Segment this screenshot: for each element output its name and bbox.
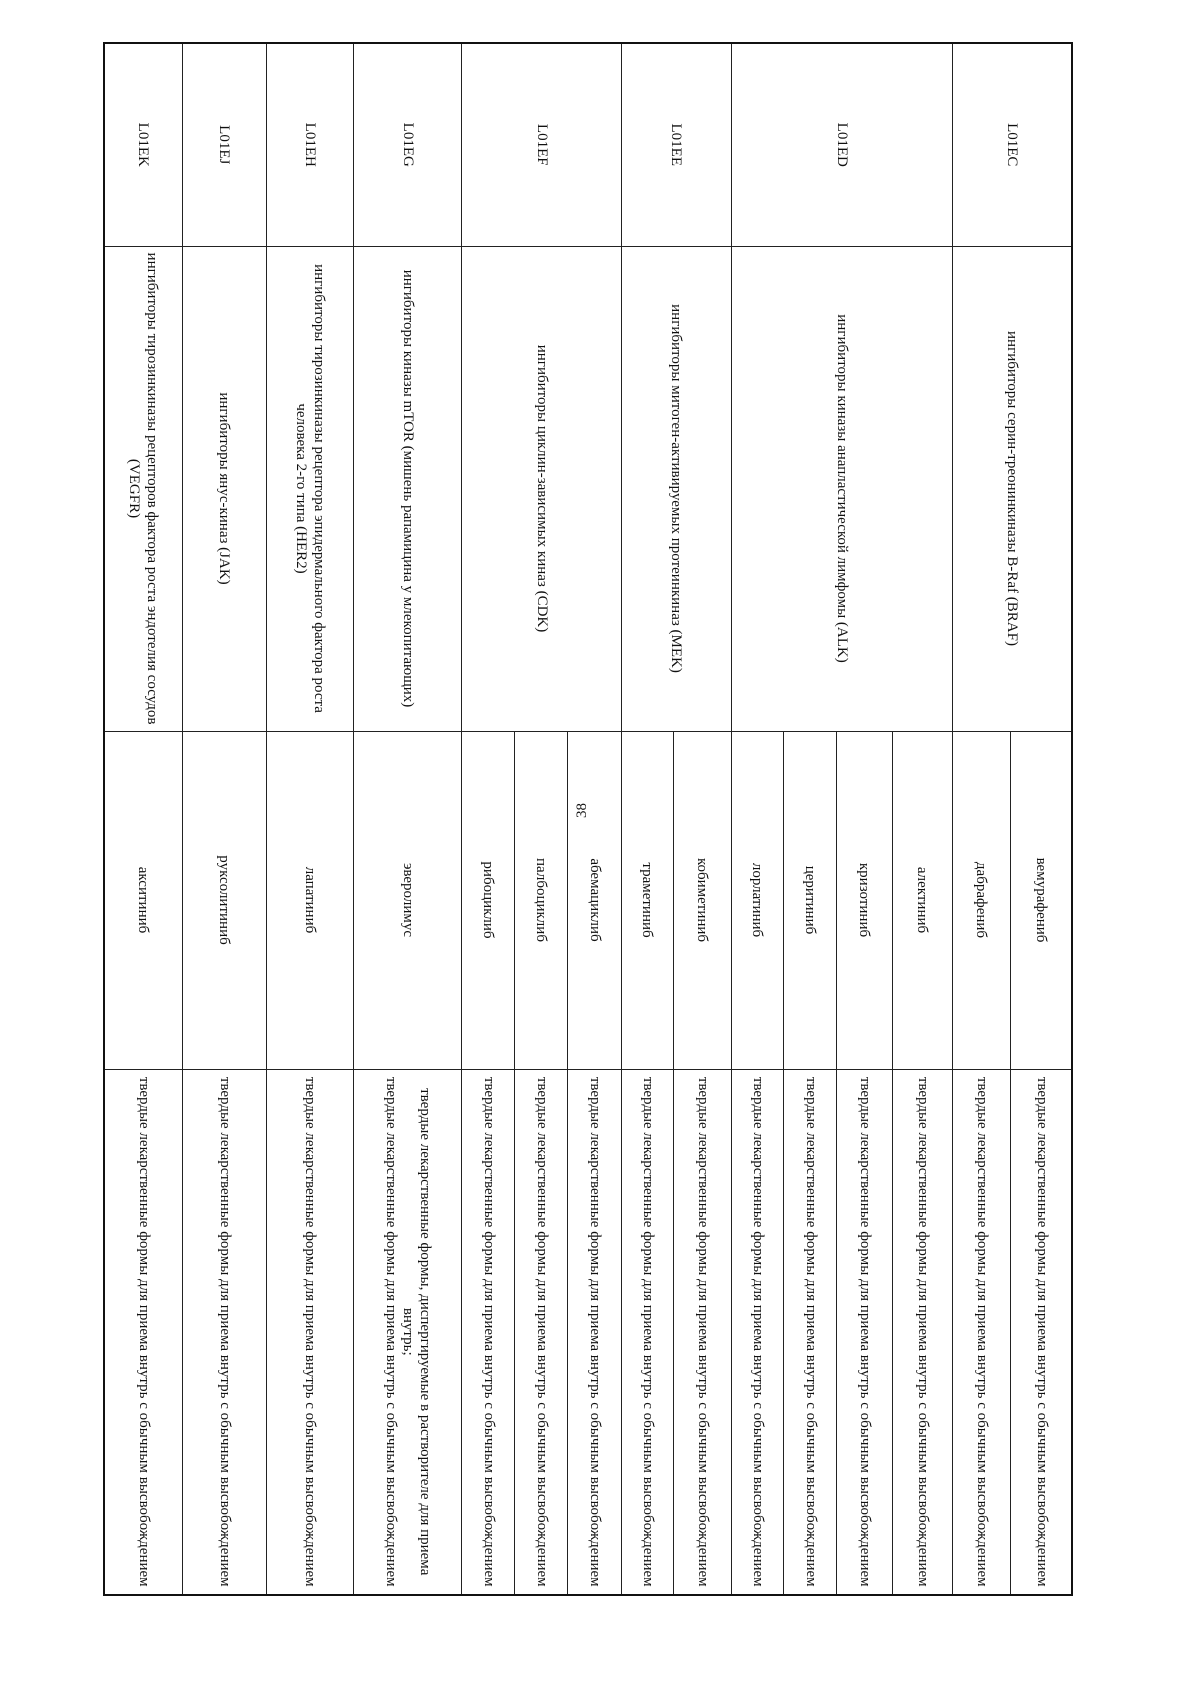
group-name-cell: ингибиторы митоген-активируемых протеинкиназ (MEK) — [622, 246, 732, 731]
atc-code-cell: L01EC — [952, 43, 1072, 246]
dosage-form-cell — [784, 1069, 837, 1595]
dosage-form-text: твердые лекарственные формы для приема внутрь с обычным высвобождением — [480, 1076, 497, 1587]
dosage-form-cell — [731, 1069, 784, 1595]
table-row — [182, 43, 266, 1595]
atc-code-cell: L01ED — [731, 43, 952, 246]
drug-name-cell: абемациклиб — [568, 731, 622, 1069]
atc-code-cell: L01EF — [462, 43, 622, 246]
atc-code-cell: L01EE — [622, 43, 732, 246]
dosage-form-cell — [182, 1069, 266, 1595]
table-row — [892, 43, 952, 1595]
drug-name-cell: рибоциклиб — [462, 731, 515, 1069]
drug-name-cell: кобиметиниб — [673, 731, 731, 1069]
dosage-form-cell — [892, 1069, 952, 1595]
drug-name-cell: акситиниб — [104, 731, 182, 1069]
drug-name-cell: лорлатиниб — [731, 731, 784, 1069]
dosage-form-text: твердые лекарственные формы для приема внутрь с обычным высвобождением — [856, 1076, 873, 1587]
group-name-cell: ингибиторы янус-киназ (JAK) — [182, 246, 266, 731]
table-row — [266, 43, 353, 1595]
dosage-form-text: твердые лекарственные формы для приема внутрь с обычным высвобождением — [694, 1076, 711, 1587]
dosage-form-cell — [462, 1069, 515, 1595]
dosage-form-text: твердые лекарственные формы для приема внутрь с обычным высвобождением — [533, 1076, 550, 1587]
dosage-form-text: твердые лекарственные формы для приема внутрь с обычным высвобождением — [802, 1076, 819, 1587]
dosage-form-cell — [622, 1069, 673, 1595]
dosage-form-text: твердые лекарственные формы для приема внутрь с обычным высвобождением — [639, 1076, 656, 1587]
drug-name-cell: лапатиниб — [266, 731, 353, 1069]
group-name-cell: ингибиторы киназы mTOR (мишень рапамицина у млекопитающих) — [353, 246, 461, 731]
drug-name-cell: дабрафениб — [952, 731, 1010, 1069]
table-row — [673, 43, 731, 1595]
table-row — [353, 43, 461, 1595]
drug-name-cell: эверолимус — [353, 731, 461, 1069]
dosage-form-cell — [266, 1069, 353, 1595]
dosage-form-text: твердые лекарственные формы для приема внутрь с обычным высвобождением — [382, 1076, 399, 1587]
dosage-form-text: твердые лекарственные формы для приема внутрь с обычным высвобождением — [136, 1076, 153, 1587]
dosage-form-cell — [673, 1069, 731, 1595]
dosage-form-text: твердые лекарственные формы для приема внутрь с обычным высвобождением — [216, 1076, 233, 1587]
group-name-cell: ингибиторы киназы анапластической лимфомы (ALK) — [731, 246, 952, 731]
dosage-form-text: твердые лекарственные формы, диспергируемые в растворителе для приема внутрь; — [400, 1088, 434, 1576]
drug-name-cell: траметиниб — [622, 731, 673, 1069]
drug-name-cell: алектиниб — [892, 731, 952, 1069]
rotated-table-wrapper — [103, 42, 1073, 1594]
table-row — [568, 43, 622, 1595]
table-row — [1011, 43, 1072, 1595]
dosage-form-cell — [568, 1069, 622, 1595]
dosage-form-text: твердые лекарственные формы для приема внутрь с обычным высвобождением — [302, 1076, 319, 1587]
group-name-cell: ингибиторы тирозинкиназы рецепторов фактора роста эндотелия сосудов (VEGFR) — [104, 246, 182, 731]
drug-name-cell: кризотиниб — [836, 731, 892, 1069]
group-name-cell: ингибиторы тирозинкиназы рецептора эпидермального фактора роста человека 2-го типа (HER2) — [266, 246, 353, 731]
table-row — [104, 43, 182, 1595]
dosage-form-cell — [353, 1069, 461, 1595]
dosage-form-cell — [104, 1069, 182, 1595]
group-name-cell: ингибиторы серин-треонинкиназы B-Raf (BRAF) — [952, 246, 1072, 731]
dosage-form-cell — [836, 1069, 892, 1595]
dosage-form-text: твердые лекарственные формы для приема внутрь с обычным высвобождением — [1033, 1076, 1050, 1587]
dosage-form-text: твердые лекарственные формы для приема внутрь с обычным высвобождением — [974, 1076, 991, 1587]
drug-name-cell: руксолитиниб — [182, 731, 266, 1069]
drug-name-cell: церитиниб — [784, 731, 837, 1069]
dosage-form-cell — [952, 1069, 1010, 1595]
drug-name-cell: вемурафениб — [1011, 731, 1072, 1069]
drug-name-cell: палбоциклиб — [514, 731, 568, 1069]
atc-code-cell: L01EJ — [182, 43, 266, 246]
dosage-form-cell — [1011, 1069, 1072, 1595]
atc-code-cell: L01EG — [353, 43, 461, 246]
atc-code-cell: L01EH — [266, 43, 353, 246]
atc-code-cell: L01EK — [104, 43, 182, 246]
dosage-form-text: твердые лекарственные формы для приема внутрь с обычным высвобождением — [914, 1076, 931, 1587]
page-number: 38 — [574, 803, 590, 818]
drug-classification-table — [103, 42, 1073, 1596]
dosage-form-cell — [514, 1069, 568, 1595]
dosage-form-text: твердые лекарственные формы для приема внутрь с обычным высвобождением — [587, 1076, 604, 1587]
group-name-cell: ингибиторы циклин-зависимых киназ (CDK) — [462, 246, 622, 731]
dosage-form-text: твердые лекарственные формы для приема внутрь с обычным высвобождением — [750, 1076, 767, 1587]
